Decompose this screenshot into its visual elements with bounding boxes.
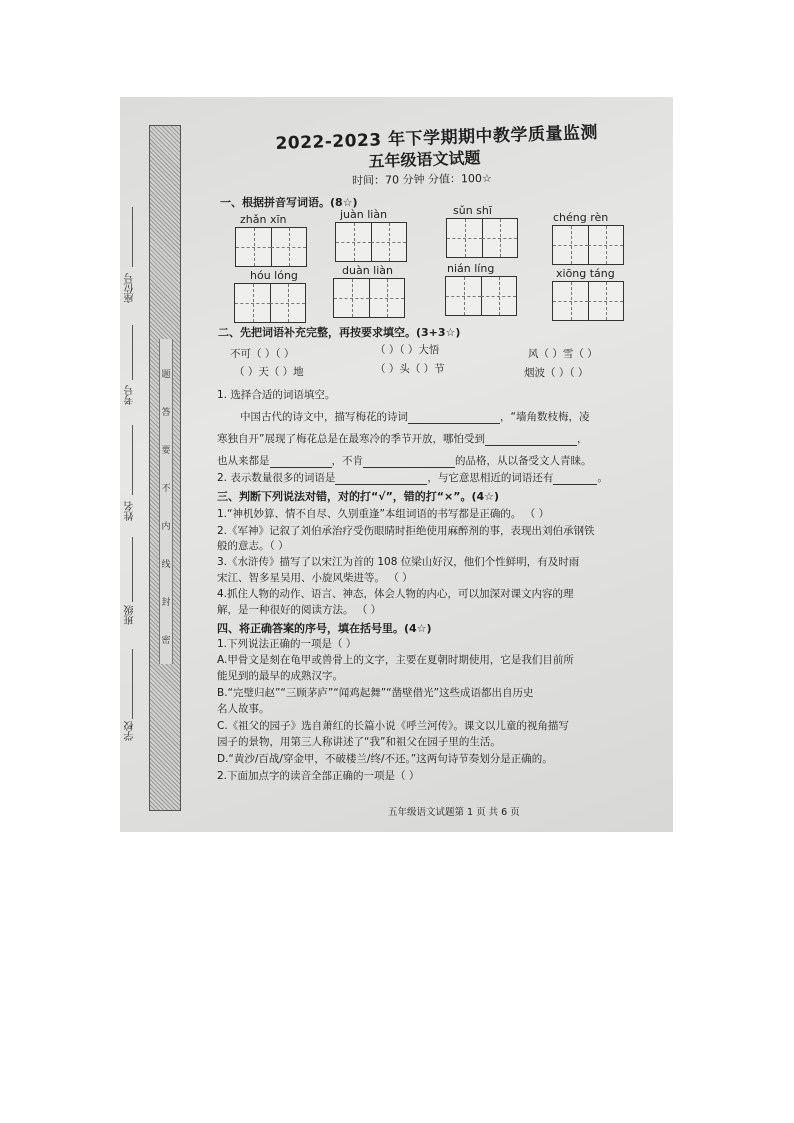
seal-char: 不: [161, 484, 171, 494]
judge-line: 2.《军神》记叙了刘伯承治疗受伤眼睛时拒绝使用麻醉剂的事，表现出刘伯承钢铁: [217, 525, 595, 537]
judge-line: 解，是一种很好的阅读方法。 （ ）: [217, 604, 382, 616]
exam-number-line: [132, 325, 133, 380]
judge-line: 3.《水浒传》描写了以宋江为首的 108 位梁山好汉，他们个性鲜明，有及时雨: [217, 556, 580, 568]
seal-char: 题: [161, 370, 171, 380]
idiom-fill: 烟波（ ）（ ）: [524, 367, 589, 379]
judge-line: 4.抓住人物的动作、语言、神态，体会人物的内心，可以加深对课文内容的理: [217, 588, 574, 600]
question-text: 也从来都是 ，不肯 的品格，从以备受文人青睐。: [217, 455, 592, 467]
class-label: 班级: [125, 605, 136, 625]
answer-blank[interactable]: [363, 467, 455, 468]
judge-line: 1.“神机妙算、情不自尽、久别重逢”本组词语的书写都是正确的。 （ ）: [217, 508, 550, 520]
section2-heading: 二、先把词语补充完整，再按要求填空。(3+3☆): [218, 326, 461, 339]
choice-line: D.“黄沙/百战/穿金甲，不破楼兰/终/不还。”这两句诗节奏划分是正确的。: [217, 753, 553, 765]
name-label: 姓名: [125, 501, 136, 521]
seal-char: 内: [161, 522, 171, 532]
exam-title: 2022-2023 年下学期期中教学质量监测: [275, 122, 599, 154]
pinyin-label: xiōng táng: [556, 267, 615, 280]
class-line: [132, 537, 133, 602]
judge-line: 般的意志。（ ）: [217, 540, 289, 552]
exam-meta: 时间：70 分钟 分值：100☆: [351, 171, 492, 188]
pinyin-label: duàn liàn: [342, 264, 393, 277]
writing-box[interactable]: [235, 227, 307, 267]
exam-number-label: 考号: [125, 385, 136, 405]
seal-char: 密: [161, 636, 171, 646]
question-label: 1. 选择合适的词语填空。: [217, 389, 336, 401]
exam-page-photo: [120, 97, 673, 832]
writing-box[interactable]: [335, 222, 407, 262]
pinyin-label: chéng rèn: [553, 211, 609, 224]
answer-blank[interactable]: [408, 423, 500, 424]
writing-box[interactable]: [446, 218, 518, 258]
answer-blank[interactable]: [270, 467, 332, 468]
name-line: [132, 425, 133, 495]
question-text: 中国古代的诗文中，描写梅花的诗词 ，“墙角数枝梅，凌: [240, 411, 590, 423]
pinyin-label: hóu lóng: [250, 269, 298, 282]
section4-heading: 四、将正确答案的序号，填在括号里。(4☆): [217, 622, 432, 635]
section3-heading: 三、判断下列说法对错，对的打“√”，错的打“×”。(4☆): [217, 490, 500, 503]
idiom-fill: （ ）（ ）大悟: [375, 344, 440, 356]
choice-line: A.甲骨文是刻在龟甲或兽骨上的文字，主要在夏朝时期使用，它是我们目前所: [217, 654, 574, 666]
writing-box[interactable]: [552, 281, 624, 321]
question-text: 2. 表示数量很多的词语是 ，与它意思相近的词语还有 。: [217, 472, 608, 484]
choice-line: 能见到的最早的成熟汉字。: [217, 670, 343, 682]
question-text: 寒独自开”展现了梅花总是在最寒冷的季节开放，哪怕受到 ，: [217, 433, 588, 445]
exam-subtitle: 五年级语文试题: [368, 148, 481, 171]
choice-line: 2.下面加点字的读音全部正确的一项是（ ）: [217, 770, 420, 782]
choice-line: 名人故事。: [217, 703, 270, 715]
school-line: [132, 649, 133, 719]
pinyin-label: nián líng: [447, 262, 495, 275]
answer-blank[interactable]: [485, 445, 577, 446]
seat-number-label: 座位号: [125, 273, 136, 303]
idiom-fill: 风（ ）雪（ ）: [528, 348, 598, 360]
pinyin-label: zhǎn xīn: [240, 213, 287, 226]
pinyin-label: juàn liàn: [340, 208, 388, 221]
writing-box[interactable]: [552, 225, 624, 265]
idiom-fill: （ ）天（ ）地: [234, 366, 304, 378]
judge-line: 宋江、智多星吴用、小旋风柴进等。 （ ）: [217, 572, 413, 584]
seat-number-line: [132, 207, 133, 267]
choice-line: C.《祖父的园子》选自萧红的长篇小说《呼兰河传》。课文以儿童的视角描写: [217, 720, 569, 732]
choice-line: 园子的景物，用第三人称讲述了“我”和祖父在园子里的生活。: [217, 736, 501, 748]
writing-box[interactable]: [445, 276, 517, 316]
idiom-fill: （ ）头（ ）节: [375, 363, 445, 375]
seal-line-area: [159, 339, 173, 664]
answer-blank[interactable]: [553, 484, 597, 485]
writing-box[interactable]: [333, 278, 405, 318]
seal-char: 答: [161, 408, 171, 418]
seal-char: 要: [161, 446, 171, 456]
school-label: 学校: [125, 721, 136, 741]
page-footer: 五年级语文试题第 1 页 共 6 页: [388, 807, 520, 818]
choice-line: B.“完璧归赵”“三顾茅庐”“闻鸡起舞”“凿壁借光”这些成语都出自历史: [217, 687, 534, 699]
section1-heading: 一、根据拼音写词语。(8☆): [220, 196, 358, 209]
seal-char: 封: [161, 598, 171, 608]
writing-box[interactable]: [234, 283, 306, 323]
binding-strip: [149, 125, 181, 811]
choice-line: 1.下列说法正确的一项是（ ）: [217, 638, 357, 650]
pinyin-label: sǔn shī: [453, 204, 492, 217]
idiom-fill: 不可（ ）（ ）: [230, 348, 295, 360]
seal-char: 线: [161, 560, 171, 570]
answer-blank[interactable]: [335, 484, 427, 485]
